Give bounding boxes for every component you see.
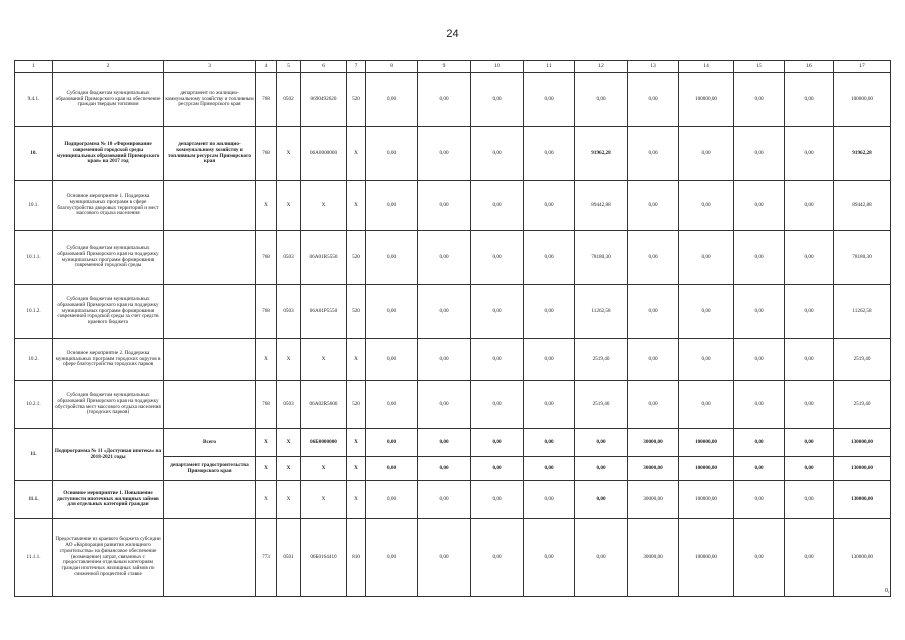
amount-cell: 0,00 bbox=[366, 127, 418, 181]
amount-cell: 0,00 bbox=[418, 73, 471, 127]
grbs-code: X bbox=[256, 481, 277, 519]
row-executor bbox=[164, 339, 256, 381]
target-article-code: 06Б0164410 bbox=[301, 519, 347, 597]
amount-cell: 0,00 bbox=[734, 429, 785, 457]
target-article-code: 06А0000000 bbox=[301, 127, 347, 181]
amount-cell: 0,00 bbox=[628, 381, 679, 429]
row-number: 10. bbox=[15, 127, 53, 181]
amount-cell: 0,00 bbox=[734, 127, 785, 181]
row-executor bbox=[164, 181, 256, 231]
amount-cell: 0,00 bbox=[628, 285, 679, 339]
row-name: Основное мероприятие 2. Поддержка муниципальных программ городских округов в сфере благоустройства городских парков bbox=[53, 339, 164, 381]
amount-cell: 0,00 bbox=[418, 457, 471, 481]
amount-cell: 91962,28 bbox=[834, 127, 891, 181]
amount-cell: 0,00 bbox=[575, 457, 628, 481]
budget-table bbox=[14, 60, 891, 597]
amount-cell: 0,00 bbox=[524, 127, 575, 181]
amount-cell: 0,00 bbox=[471, 381, 524, 429]
amount-cell: 0,00 bbox=[575, 73, 628, 127]
amount-cell: 0,00 bbox=[679, 127, 734, 181]
page-number: 24 bbox=[446, 28, 459, 40]
grbs-code: 768 bbox=[256, 231, 277, 285]
amount-cell: 78180,30 bbox=[834, 231, 891, 285]
amount-cell: 0,00 bbox=[524, 73, 575, 127]
row-name: Подпрограмма № 11 «Доступная ипотека» на 2018-2021 годы bbox=[53, 429, 164, 481]
amount-cell: 130000,00 bbox=[834, 481, 891, 519]
column-number: 2 bbox=[53, 61, 164, 73]
amount-cell: 0,00 bbox=[418, 519, 471, 597]
section-code: 0501 bbox=[277, 519, 301, 597]
row-executor bbox=[164, 381, 256, 429]
amount-cell: 0,00 bbox=[734, 285, 785, 339]
row-executor: департамент градостроительства Приморского края bbox=[164, 457, 256, 481]
amount-cell: 0,00 bbox=[366, 381, 418, 429]
amount-cell: 130000,00 bbox=[834, 519, 891, 597]
target-article-code: X bbox=[301, 339, 347, 381]
column-number: 8 bbox=[366, 61, 418, 73]
column-number: 17 bbox=[834, 61, 891, 73]
expense-type-code: X bbox=[347, 481, 366, 519]
amount-cell: 2519,40 bbox=[575, 381, 628, 429]
amount-cell: 89442,88 bbox=[575, 181, 628, 231]
table-row bbox=[15, 181, 891, 231]
amount-cell: 0,00 bbox=[785, 339, 834, 381]
row-name: Основное мероприятие 1. Повышение доступности ипотечных жилищных займов для отдельных категорий граждан bbox=[53, 481, 164, 519]
amount-cell: 0,00 bbox=[679, 339, 734, 381]
expense-type-code: 520 bbox=[347, 381, 366, 429]
amount-cell: 0,00 bbox=[785, 231, 834, 285]
table-row bbox=[15, 285, 891, 339]
target-article-code: 06А01R5550 bbox=[301, 231, 347, 285]
section-code: X bbox=[277, 127, 301, 181]
table-row bbox=[15, 519, 891, 597]
row-executor bbox=[164, 519, 256, 597]
table-row bbox=[15, 381, 891, 429]
amount-cell: 0,00 bbox=[471, 481, 524, 519]
amount-cell: 0,00 bbox=[471, 429, 524, 457]
column-number: 9 bbox=[418, 61, 471, 73]
section-code: X bbox=[277, 339, 301, 381]
amount-cell: 11262,58 bbox=[575, 285, 628, 339]
amount-cell: 100000,00 bbox=[679, 429, 734, 457]
table-row bbox=[15, 231, 891, 285]
expense-type-code: X bbox=[347, 429, 366, 457]
amount-cell: 0,00 bbox=[575, 481, 628, 519]
amount-cell: 0,00 bbox=[524, 481, 575, 519]
amount-cell: 78180,30 bbox=[575, 231, 628, 285]
grbs-code: X bbox=[256, 339, 277, 381]
corner-mark: 0, bbox=[885, 588, 890, 594]
column-number: 12 bbox=[575, 61, 628, 73]
row-executor: департамент по жилищно-коммунальному хозяйству и топливным ресурсам Приморского края bbox=[164, 127, 256, 181]
column-number: 15 bbox=[734, 61, 785, 73]
amount-cell: 0,00 bbox=[734, 381, 785, 429]
amount-cell: 0,00 bbox=[524, 285, 575, 339]
expense-type-code: X bbox=[347, 457, 366, 481]
amount-cell: 30000,00 bbox=[628, 481, 679, 519]
column-number: 16 bbox=[785, 61, 834, 73]
row-number: 10.1.1. bbox=[15, 231, 53, 285]
amount-cell: 0,00 bbox=[418, 285, 471, 339]
amount-cell: 0,00 bbox=[734, 73, 785, 127]
amount-cell: 0,00 bbox=[366, 181, 418, 231]
section-code: X bbox=[277, 429, 301, 457]
row-name: Субсидии бюджетам муниципальных образований Приморского края на поддержку муниципальных программ формирования современной городской среды за счет средств краевого бюджета bbox=[53, 285, 164, 339]
row-name: Субсидии бюджетам муниципальных образований Приморского края на поддержку муниципальных программ формирования современной городской среды bbox=[53, 231, 164, 285]
table-row bbox=[15, 127, 891, 181]
amount-cell: 0,00 bbox=[471, 181, 524, 231]
row-number: 10.2.1. bbox=[15, 381, 53, 429]
amount-cell: 0,00 bbox=[785, 73, 834, 127]
amount-cell: 2519,40 bbox=[834, 339, 891, 381]
amount-cell: 0,00 bbox=[471, 127, 524, 181]
row-name: Субсидии бюджетам муниципальных образований Приморского края на поддержку обустройства мест массового отдыха населения (городских парков) bbox=[53, 381, 164, 429]
target-article-code: 06А01Р5550 bbox=[301, 285, 347, 339]
grbs-code: 768 bbox=[256, 127, 277, 181]
section-code: 0502 bbox=[277, 73, 301, 127]
table-row bbox=[15, 339, 891, 381]
row-number: 11. bbox=[15, 429, 53, 481]
section-code: 0503 bbox=[277, 231, 301, 285]
row-number: 11.1.1. bbox=[15, 519, 53, 597]
amount-cell: 0,00 bbox=[524, 231, 575, 285]
amount-cell: 0,00 bbox=[785, 381, 834, 429]
table-row bbox=[15, 481, 891, 519]
amount-cell: 0,00 bbox=[575, 429, 628, 457]
amount-cell: 100000,00 bbox=[679, 519, 734, 597]
amount-cell: 30000,00 bbox=[628, 519, 679, 597]
amount-cell: 0,00 bbox=[471, 457, 524, 481]
amount-cell: 0,00 bbox=[471, 339, 524, 381]
target-article-code: 06Б0000000 bbox=[301, 429, 347, 457]
amount-cell: 0,00 bbox=[679, 231, 734, 285]
row-executor: Всего bbox=[164, 429, 256, 457]
amount-cell: 89442,88 bbox=[834, 181, 891, 231]
amount-cell: 0,00 bbox=[628, 127, 679, 181]
row-number: 10.1.2. bbox=[15, 285, 53, 339]
amount-cell: 0,00 bbox=[785, 285, 834, 339]
expense-type-code: 520 bbox=[347, 285, 366, 339]
amount-cell: 0,00 bbox=[575, 519, 628, 597]
section-code: 0503 bbox=[277, 285, 301, 339]
amount-cell: 0,00 bbox=[471, 285, 524, 339]
amount-cell: 0,00 bbox=[785, 481, 834, 519]
amount-cell: 0,00 bbox=[785, 127, 834, 181]
grbs-code: X bbox=[256, 457, 277, 481]
row-executor: департамент по жилищно-коммунальному хозяйству и топливным ресурсам Приморского края bbox=[164, 73, 256, 127]
amount-cell: 0,00 bbox=[418, 429, 471, 457]
amount-cell: 0,00 bbox=[628, 181, 679, 231]
row-number: 11.1. bbox=[15, 481, 53, 519]
amount-cell: 0,00 bbox=[366, 519, 418, 597]
column-number: 10 bbox=[471, 61, 524, 73]
amount-cell: 0,00 bbox=[418, 231, 471, 285]
grbs-code: 768 bbox=[256, 285, 277, 339]
column-number: 14 bbox=[679, 61, 734, 73]
expense-type-code: 520 bbox=[347, 73, 366, 127]
row-executor bbox=[164, 481, 256, 519]
amount-cell: 0,00 bbox=[471, 73, 524, 127]
amount-cell: 91962,28 bbox=[575, 127, 628, 181]
amount-cell: 0,00 bbox=[628, 231, 679, 285]
column-number: 6 bbox=[301, 61, 347, 73]
column-number: 13 bbox=[628, 61, 679, 73]
amount-cell: 0,00 bbox=[734, 181, 785, 231]
amount-cell: 0,00 bbox=[366, 73, 418, 127]
grbs-code: X bbox=[256, 429, 277, 457]
amount-cell: 11262,58 bbox=[834, 285, 891, 339]
amount-cell: 100000,00 bbox=[679, 457, 734, 481]
amount-cell: 0,00 bbox=[366, 339, 418, 381]
amount-cell: 0,00 bbox=[471, 519, 524, 597]
amount-cell: 100000,00 bbox=[679, 73, 734, 127]
amount-cell: 0,00 bbox=[628, 339, 679, 381]
column-number: 11 bbox=[524, 61, 575, 73]
row-name: Основное мероприятие 1. Поддержка муниципальных программ в сфере благоустройства дворовых территорий и мест массового отдыха населения bbox=[53, 181, 164, 231]
amount-cell: 0,00 bbox=[418, 381, 471, 429]
amount-cell: 0,00 bbox=[734, 481, 785, 519]
column-number: 7 bbox=[347, 61, 366, 73]
amount-cell: 0,00 bbox=[366, 481, 418, 519]
amount-cell: 0,00 bbox=[524, 181, 575, 231]
section-code: X bbox=[277, 181, 301, 231]
section-code: 0503 bbox=[277, 381, 301, 429]
row-executor bbox=[164, 231, 256, 285]
amount-cell: 0,00 bbox=[785, 181, 834, 231]
amount-cell: 0,00 bbox=[524, 519, 575, 597]
amount-cell: 130000,00 bbox=[834, 429, 891, 457]
amount-cell: 100000,00 bbox=[834, 73, 891, 127]
amount-cell: 0,00 bbox=[524, 381, 575, 429]
column-number: 5 bbox=[277, 61, 301, 73]
amount-cell: 0,00 bbox=[785, 457, 834, 481]
expense-type-code: 810 bbox=[347, 519, 366, 597]
expense-type-code: 520 bbox=[347, 231, 366, 285]
row-name: Субсидии бюджетам муниципальных образований Приморского края на обеспечение граждан твердым топливом bbox=[53, 73, 164, 127]
amount-cell: 0,00 bbox=[734, 339, 785, 381]
row-number: 10.2. bbox=[15, 339, 53, 381]
row-number: 10.1. bbox=[15, 181, 53, 231]
amount-cell: 0,00 bbox=[679, 285, 734, 339]
amount-cell: 2519,40 bbox=[834, 381, 891, 429]
grbs-code: 768 bbox=[256, 73, 277, 127]
amount-cell: 30000,00 bbox=[628, 457, 679, 481]
target-article-code: X bbox=[301, 181, 347, 231]
column-number-row bbox=[15, 61, 891, 73]
amount-cell: 0,00 bbox=[734, 457, 785, 481]
amount-cell: 0,00 bbox=[679, 381, 734, 429]
amount-cell: 100000,00 bbox=[679, 481, 734, 519]
amount-cell: 0,00 bbox=[628, 73, 679, 127]
amount-cell: 0,00 bbox=[366, 457, 418, 481]
amount-cell: 0,00 bbox=[366, 285, 418, 339]
target-article-code: 0690492620 bbox=[301, 73, 347, 127]
grbs-code: 773 bbox=[256, 519, 277, 597]
amount-cell: 0,00 bbox=[524, 457, 575, 481]
expense-type-code: X bbox=[347, 181, 366, 231]
amount-cell: 0,00 bbox=[734, 231, 785, 285]
amount-cell: 30000,00 bbox=[628, 429, 679, 457]
column-number: 3 bbox=[164, 61, 256, 73]
amount-cell: 2519,40 bbox=[575, 339, 628, 381]
section-code: X bbox=[277, 457, 301, 481]
amount-cell: 0,00 bbox=[785, 429, 834, 457]
amount-cell: 0,00 bbox=[471, 231, 524, 285]
column-number: 4 bbox=[256, 61, 277, 73]
grbs-code: X bbox=[256, 181, 277, 231]
row-executor bbox=[164, 285, 256, 339]
target-article-code: X bbox=[301, 481, 347, 519]
column-number: 1 bbox=[15, 61, 53, 73]
target-article-code: X bbox=[301, 457, 347, 481]
section-code: X bbox=[277, 481, 301, 519]
amount-cell: 0,00 bbox=[418, 339, 471, 381]
amount-cell: 0,00 bbox=[734, 519, 785, 597]
amount-cell: 0,00 bbox=[418, 481, 471, 519]
row-number: 9.4.1. bbox=[15, 73, 53, 127]
row-name: Предоставление из краевого бюджета субсидии АО «Корпорация развития жилищного строительства» на финансовое обеспечение (возмещение) затрат, связанных с предоставлением отдельным категориям граждан ипотечных жилищных займов по сниженной процентной ставке bbox=[53, 519, 164, 597]
target-article-code: 06А02R5600 bbox=[301, 381, 347, 429]
table-row bbox=[15, 73, 891, 127]
amount-cell: 0,00 bbox=[524, 429, 575, 457]
amount-cell: 0,00 bbox=[524, 339, 575, 381]
amount-cell: 0,00 bbox=[366, 429, 418, 457]
amount-cell: 0,00 bbox=[418, 127, 471, 181]
expense-type-code: X bbox=[347, 339, 366, 381]
row-name: Подпрограмма № 10 «Формирование современной городской среды муниципальных образований Приморского края» на 2017 год bbox=[53, 127, 164, 181]
amount-cell: 0,00 bbox=[366, 231, 418, 285]
grbs-code: 768 bbox=[256, 381, 277, 429]
amount-cell: 130000,00 bbox=[834, 457, 891, 481]
amount-cell: 0,00 bbox=[418, 181, 471, 231]
amount-cell: 0,00 bbox=[785, 519, 834, 597]
expense-type-code: X bbox=[347, 127, 366, 181]
program-11-total-row bbox=[15, 429, 891, 457]
amount-cell: 0,00 bbox=[679, 181, 734, 231]
